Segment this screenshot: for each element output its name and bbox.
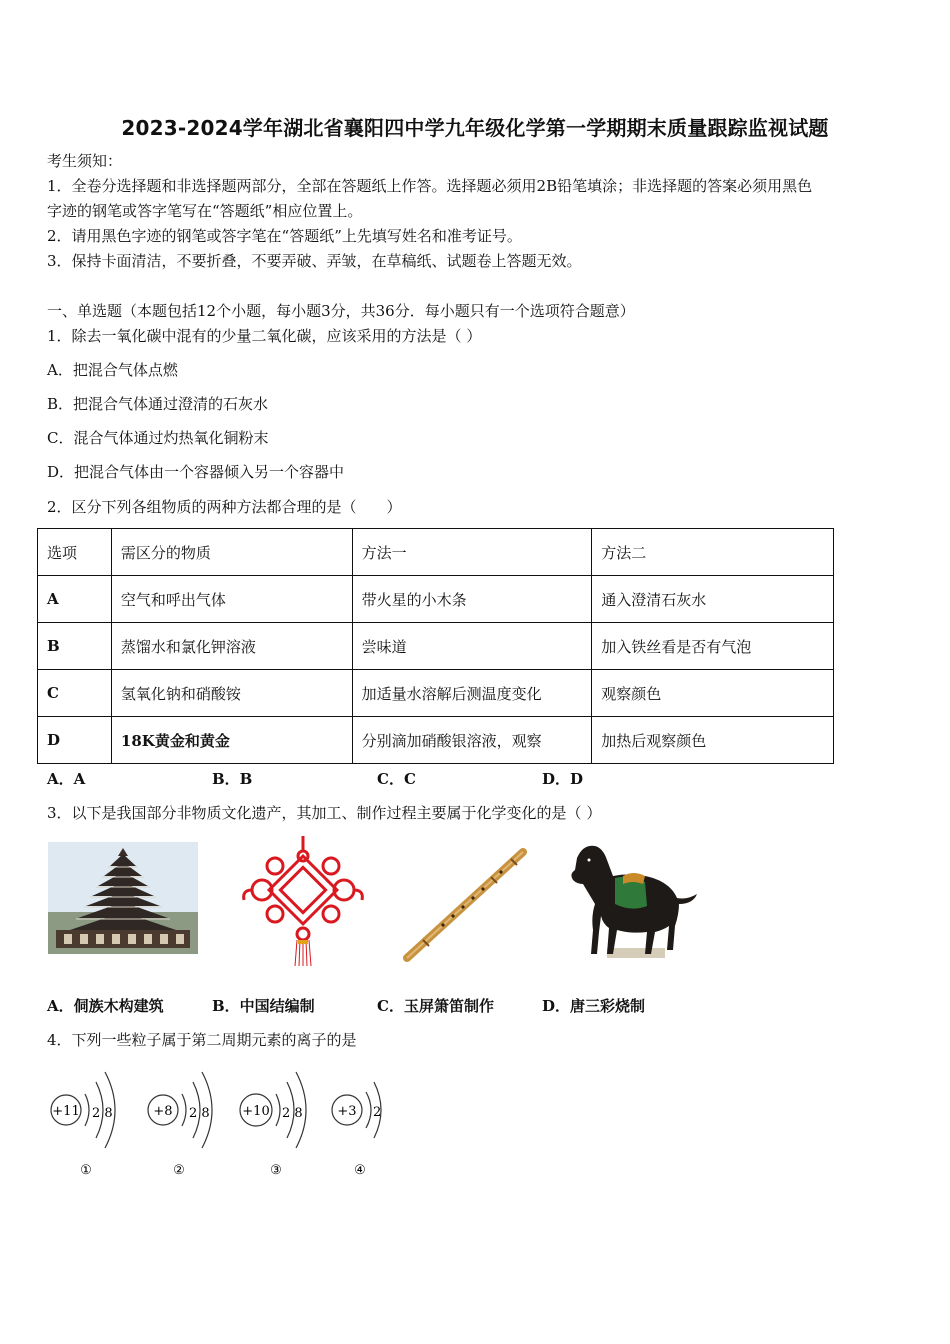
table-cell: 18K黄金和黄金 bbox=[111, 717, 352, 764]
notice-line-1b: 字迹的钢笔或答字笔写在“答题纸”相应位置上。 bbox=[47, 202, 363, 220]
q3-option-b: B．中国结编制 bbox=[212, 997, 315, 1015]
atom-1-label: ① bbox=[80, 1163, 92, 1178]
q3-option-c: C．玉屏箫笛制作 bbox=[377, 997, 494, 1015]
atom-4-nucleus: +3 bbox=[337, 1104, 357, 1119]
q2-stem: 2．区分下列各组物质的两种方法都合理的是（ ） bbox=[47, 498, 402, 516]
q1-stem: 1．除去一氧化碳中混有的少量二氧化碳，应该采用的方法是（ ） bbox=[47, 327, 482, 345]
q4-stem: 4．下列一些粒子属于第二周期元素的离子的是 bbox=[47, 1031, 357, 1049]
table-cell: B bbox=[38, 623, 112, 670]
q3-option-a: A．侗族木构建筑 bbox=[47, 997, 164, 1015]
table-cell: 加热后观察颜色 bbox=[592, 717, 834, 764]
q1-option-a: A．把混合气体点燃 bbox=[47, 361, 178, 379]
atom-1-nucleus: +11 bbox=[52, 1104, 80, 1119]
table-row bbox=[38, 717, 834, 764]
section-heading: 一、单选题（本题包括12个小题，每小题3分，共36分．每小题只有一个选项符合题意） bbox=[47, 302, 635, 320]
notice-line-1a: 1．全卷分选择题和非选择题两部分，全部在答题纸上作答。选择题必须用2B铅笔填涂；非选择题的答案必须用黑色 bbox=[47, 177, 813, 195]
table-cell: 加适量水溶解后测温度变化 bbox=[352, 670, 592, 717]
q2-option-d: D．D bbox=[542, 770, 584, 788]
q1-option-c: C．混合气体通过灼热氧化铜粉末 bbox=[47, 429, 269, 447]
tang-horse-image bbox=[567, 838, 703, 962]
table-cell: 通入澄清石灰水 bbox=[592, 576, 834, 623]
q2-option-c: C．C bbox=[377, 770, 416, 788]
table-cell: 尝味道 bbox=[352, 623, 592, 670]
page-title: 2023-2024学年湖北省襄阳四中学九年级化学第一学期期末质量跟踪监视试题 bbox=[121, 116, 829, 140]
notice-heading: 考生须知： bbox=[47, 152, 123, 170]
atom-2-label: ② bbox=[173, 1163, 185, 1178]
q3-option-d: D．唐三彩烧制 bbox=[542, 997, 646, 1015]
drum-tower-image bbox=[48, 842, 198, 954]
atom-2 bbox=[148, 1072, 212, 1178]
table-cell: 方法一 bbox=[352, 529, 592, 576]
notice-line-3: 3．保持卡面清洁，不要折叠，不要弄破、弄皱，在草稿纸、试题卷上答题无效。 bbox=[47, 252, 582, 270]
table-header-row bbox=[38, 529, 834, 576]
atom-4-label: ④ bbox=[354, 1163, 366, 1178]
table-cell: A bbox=[38, 576, 112, 623]
atom-4 bbox=[332, 1082, 381, 1178]
table-cell: C bbox=[38, 670, 112, 717]
q2-table bbox=[37, 528, 834, 764]
q2-option-a: A．A bbox=[47, 770, 86, 788]
table-cell: 带火星的小木条 bbox=[352, 576, 592, 623]
atom-2-nucleus: +8 bbox=[153, 1104, 173, 1119]
table-cell: 选项 bbox=[38, 529, 112, 576]
table-cell: 方法二 bbox=[592, 529, 834, 576]
atom-3-nucleus: +10 bbox=[242, 1104, 270, 1119]
table-cell: 空气和呼出气体 bbox=[111, 576, 352, 623]
flute-image bbox=[403, 848, 527, 964]
chinese-knot-image bbox=[240, 836, 366, 970]
table-row bbox=[38, 576, 834, 623]
q3-stem: 3．以下是我国部分非物质文化遗产，其加工、制作过程主要属于化学变化的是（ ） bbox=[47, 804, 602, 822]
atom-4-shells: 2 bbox=[373, 1105, 382, 1120]
q1-option-d: D．把混合气体由一个容器倾入另一个容器中 bbox=[47, 463, 345, 481]
table-cell: 观察颜色 bbox=[592, 670, 834, 717]
atom-3-label: ③ bbox=[270, 1163, 282, 1178]
table-cell: 需区分的物质 bbox=[111, 529, 352, 576]
table-cell: 蒸馏水和氯化钾溶液 bbox=[111, 623, 352, 670]
q1-option-b: B．把混合气体通过澄清的石灰水 bbox=[47, 395, 269, 413]
atom-1-shells: 2 8 bbox=[92, 1106, 113, 1121]
table-cell: D bbox=[38, 717, 112, 764]
table-cell: 分别滴加硝酸银溶液，观察 bbox=[352, 717, 592, 764]
atom-diagrams bbox=[40, 1066, 400, 1184]
atom-1 bbox=[51, 1072, 115, 1178]
q2-option-b: B．B bbox=[212, 770, 253, 788]
table-cell: 氢氧化钠和硝酸铵 bbox=[111, 670, 352, 717]
atom-3 bbox=[240, 1072, 306, 1178]
table-row bbox=[38, 623, 834, 670]
table-row bbox=[38, 670, 834, 717]
atom-3-shells: 2 8 bbox=[282, 1106, 303, 1121]
atom-2-shells: 2 8 bbox=[189, 1106, 210, 1121]
table-cell: 加入铁丝看是否有气泡 bbox=[592, 623, 834, 670]
notice-line-2: 2．请用黑色字迹的钢笔或答字笔在“答题纸”上先填写姓名和准考证号。 bbox=[47, 227, 522, 245]
